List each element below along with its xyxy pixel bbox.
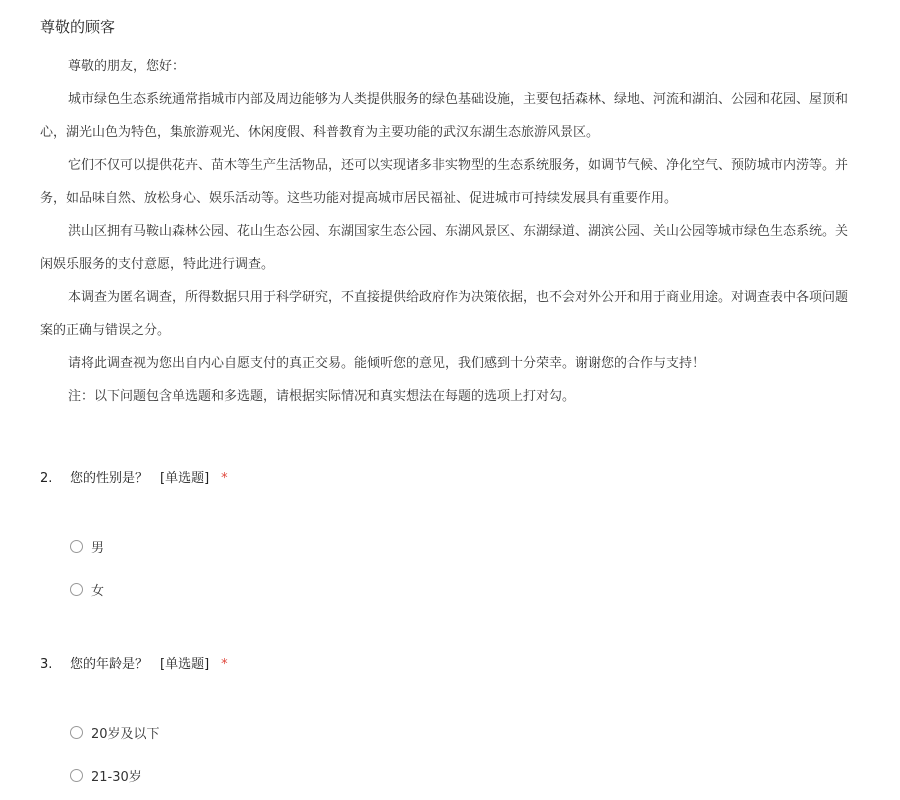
- survey-heading: 尊敬的顾客: [40, 18, 116, 36]
- option-label: 20岁及以下: [91, 727, 160, 742]
- radio-circle-icon[interactable]: [70, 540, 83, 553]
- radio-circle-icon[interactable]: [70, 769, 83, 782]
- intro-paragraph: 闲娱乐服务的支付意愿，特此进行调查。: [40, 257, 275, 272]
- intro-paragraph: 务，如品味自然、放松身心、娱乐活动等。这些功能对提高城市居民福祉、促进城市可持续发展具有重要作用。: [40, 191, 678, 206]
- question-number: 3.: [40, 657, 53, 672]
- required-mark: *: [221, 471, 228, 486]
- intro-note: 注：以下问题包含单选题和多选题，请根据实际情况和真实想法在每题的选项上打对勾。: [68, 389, 576, 404]
- question-text: 您的性别是？: [70, 471, 149, 486]
- intro-paragraph: 城市绿色生态系统通常指城市内部及周边能够为人类提供服务的绿色基础设施，主要包括森林、绿地、河流和湖泊、公园和花园、屋顶和: [68, 92, 849, 107]
- question-gender: [40, 467, 228, 486]
- option-male[interactable]: [70, 537, 104, 556]
- option-label: 男: [91, 541, 105, 556]
- question-age: [40, 653, 228, 672]
- intro-paragraph: 洪山区拥有马鞍山森林公园、花山生态公园、东湖国家生态公园、东湖风景区、东湖绿道、湖滨公园、关山公园等城市绿色生态系统。关: [68, 224, 849, 239]
- option-female[interactable]: [70, 580, 104, 599]
- option-age-21-30[interactable]: [70, 766, 142, 785]
- intro-paragraph: 案的正确与错误之分。: [40, 323, 171, 338]
- radio-circle-icon[interactable]: [70, 583, 83, 596]
- question-text: 您的年龄是？: [70, 657, 149, 672]
- survey-intro: [40, 50, 900, 413]
- question-number: 2.: [40, 471, 53, 486]
- intro-paragraph: 本调查为匿名调查，所得数据只用于科学研究，不直接提供给政府作为决策依据，也不会对外公开和用于商业用途。对调查表中各项问题: [68, 290, 849, 305]
- radio-circle-icon[interactable]: [70, 726, 83, 739]
- intro-greeting: 尊敬的朋友，您好：: [68, 59, 186, 74]
- required-mark: *: [221, 657, 228, 672]
- intro-paragraph: 心，湖光山色为特色，集旅游观光、休闲度假、科普教育为主要功能的武汉东湖生态旅游风景区。: [40, 125, 600, 140]
- intro-paragraph: 它们不仅可以提供花卉、苗木等生产生活物品，还可以实现诸多非实物型的生态系统服务，如调节气候、净化空气、预防城市内涝等。并: [68, 158, 849, 173]
- intro-paragraph: 请将此调查视为您出自内心自愿支付的真正交易。能倾听您的意见，我们感到十分荣幸。谢谢您的合作与支持！: [68, 356, 706, 371]
- option-label: 女: [91, 584, 105, 599]
- option-label: 21-30岁: [91, 770, 142, 785]
- question-type: [单选题]: [160, 657, 210, 672]
- option-age-under-20[interactable]: [70, 723, 160, 742]
- question-type: [单选题]: [160, 471, 210, 486]
